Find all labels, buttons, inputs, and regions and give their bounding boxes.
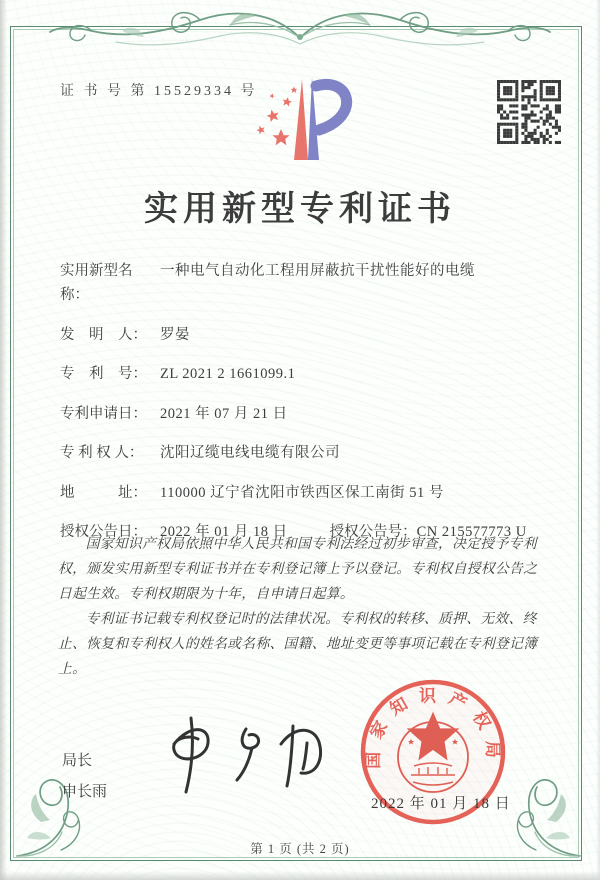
handwritten-signature-icon <box>148 712 326 800</box>
grant-date-label: 授权公告日： <box>60 524 147 540</box>
field-patentee <box>60 441 554 465</box>
certificate-number: 证 书 号 第 15529334 号 <box>60 84 258 99</box>
field-label: 专利申请日： <box>60 405 147 422</box>
seal-text: 国家知识产权局 <box>363 686 503 769</box>
cnipa-logo-icon <box>242 72 360 164</box>
field-value: 2021 年 07 月 21 日 <box>160 405 288 422</box>
qr-code-icon <box>497 80 561 144</box>
field-label: 专 利 号： <box>60 366 147 382</box>
legal-paragraphs <box>58 531 550 681</box>
field-utility-model-name <box>60 259 554 307</box>
field-value: ZL 2021 2 1661099.1 <box>160 366 296 382</box>
field-label: 专 利 权 人： <box>60 445 144 461</box>
seal-date: 2022 年 01 月 18 日 <box>371 796 511 812</box>
signer-title: 局长 <box>62 753 93 769</box>
field-label: 发 明 人： <box>60 326 147 343</box>
field-label: 实用新型名称： <box>60 263 133 303</box>
field-application-date <box>60 402 554 426</box>
signer-block <box>62 746 107 808</box>
field-value: 一种电气自动化工程用屏蔽抗干扰性能好的电缆 <box>160 263 475 279</box>
scan-edge-right <box>596 0 600 880</box>
scan-edge-left <box>0 0 7 880</box>
field-address <box>60 481 554 505</box>
field-inventor <box>60 323 554 347</box>
page-footer: 第 1 页 (共 2 页) <box>250 842 350 856</box>
signer-name: 申长雨 <box>62 784 108 800</box>
legal-paragraph-2: 专利证书记载专利权登记时的法律状况。专利权的转移、质押、无效、终止、恢复和专利权人的姓名或名称、国籍、地址变更等事项记载在专利登记簿上。 <box>58 611 538 676</box>
certificate-fields <box>60 259 554 544</box>
field-value: 110000 辽宁省沈阳市铁西区保工南街 51 号 <box>160 484 444 501</box>
field-label: 地 址： <box>60 484 147 501</box>
field-value: 沈阳辽缆电线电缆有限公司 <box>160 445 340 461</box>
grant-date-value: 2022 年 01 月 18 日 <box>160 524 288 540</box>
legal-paragraph-1: 国家知识产权局依照中华人民共和国专利法经过初步审查，决定授予专利权，颁发实用新型专利证书并在专利登记簿上予以登记。专利权自授权公告之日起生效。专利权期限为十年，自申请日起算。 <box>58 536 538 601</box>
field-value: 罗晏 <box>160 326 190 343</box>
certificate-title: 实用新型专利证书 <box>144 191 456 228</box>
scan-edge-bottom <box>0 871 600 880</box>
grant-number-label: 授权公告号： <box>329 524 417 540</box>
grant-number-value: CN 215577773 U <box>416 524 527 540</box>
floral-flourish-top <box>24 4 576 58</box>
field-patent-number <box>60 362 554 386</box>
